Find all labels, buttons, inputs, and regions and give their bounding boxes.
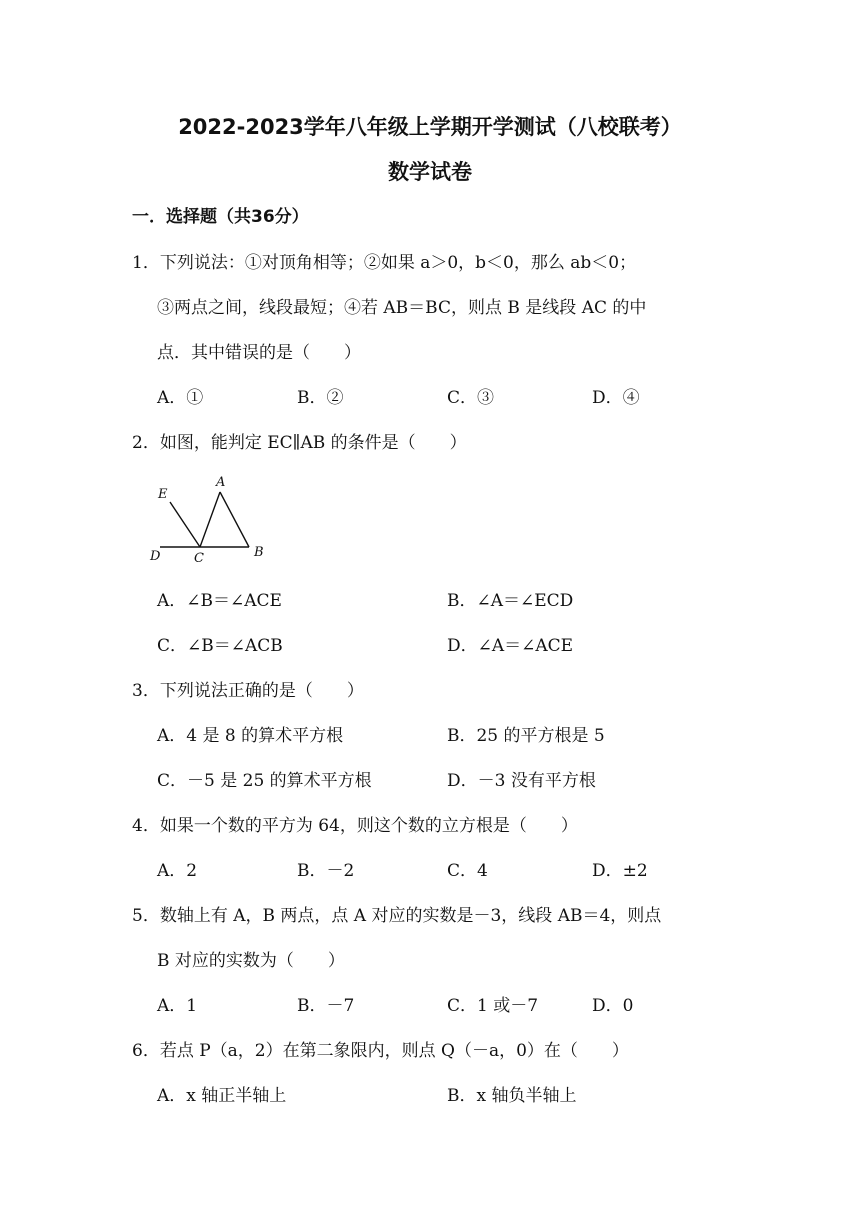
q4-option-c: C．4 xyxy=(447,861,488,881)
q1-line-2: ③两点之间，线段最短；④若 AB＝BC，则点 B 是线段 AC 的中 xyxy=(157,298,647,318)
q2-option-c: C．∠B＝∠ACB xyxy=(157,636,283,656)
segment-ec xyxy=(170,502,200,547)
label-c: C xyxy=(194,551,204,566)
q1-option-c: C．③ xyxy=(447,388,495,408)
q5-line-2: B 对应的实数为（ ） xyxy=(157,951,345,971)
q1-line-1: 1．下列说法：①对顶角相等；②如果 a＞0，b＜0，那么 ab＜0； xyxy=(132,253,637,273)
q2-line-1: 2．如图，能判定 EC∥AB 的条件是（ ） xyxy=(132,433,467,453)
q1-option-b: B．② xyxy=(297,388,344,408)
q1-option-d: D．④ xyxy=(592,388,640,408)
q4-option-a: A．2 xyxy=(157,861,198,881)
section-heading: 一．选择题（共36分） xyxy=(132,207,309,227)
q2-option-b: B．∠A＝∠ECD xyxy=(447,591,574,611)
q3-option-d: D．－3 没有平方根 xyxy=(447,771,596,791)
q6-option-b: B．x 轴负半轴上 xyxy=(447,1086,577,1106)
label-b: B xyxy=(254,545,264,560)
q1-line-3: 点．其中错误的是（ ） xyxy=(157,343,361,363)
q3-option-b: B．25 的平方根是 5 xyxy=(447,726,605,746)
q4-option-d: D．±2 xyxy=(592,861,648,881)
q6-option-a: A．x 轴正半轴上 xyxy=(157,1086,287,1106)
q5-option-b: B．－7 xyxy=(297,996,355,1016)
q3-option-c: C．－5 是 25 的算术平方根 xyxy=(157,771,372,791)
exam-title: 2022-2023学年八年级上学期开学测试（八校联考） xyxy=(178,115,682,139)
q1-option-a: A．① xyxy=(157,388,204,408)
segment-ca xyxy=(200,492,220,547)
q3-option-a: A．4 是 8 的算术平方根 xyxy=(157,726,344,746)
q2-option-d: D．∠A＝∠ACE xyxy=(447,636,574,656)
q5-option-a: A．1 xyxy=(157,996,198,1016)
q4-option-b: B．－2 xyxy=(297,861,355,881)
q4-line-1: 4．如果一个数的平方为 64，则这个数的立方根是（ ） xyxy=(132,816,578,836)
exam-subtitle: 数学试卷 xyxy=(388,160,472,184)
q5-option-c: C．1 或－7 xyxy=(447,996,539,1016)
segment-ab xyxy=(220,492,249,547)
q3-line-1: 3．下列说法正确的是（ ） xyxy=(132,681,364,701)
label-a: A xyxy=(216,475,226,490)
q6-line-1: 6．若点 P（a，2）在第二象限内，则点 Q（－a，0）在（ ） xyxy=(132,1041,629,1061)
geometry-figure xyxy=(148,474,268,566)
q5-option-d: D．0 xyxy=(592,996,634,1016)
q5-line-1: 5．数轴上有 A，B 两点，点 A 对应的实数是－3，线段 AB＝4，则点 xyxy=(132,906,662,926)
label-e: E xyxy=(158,487,168,502)
label-d: D xyxy=(150,549,161,564)
q2-option-a: A．∠B＝∠ACE xyxy=(157,591,282,611)
